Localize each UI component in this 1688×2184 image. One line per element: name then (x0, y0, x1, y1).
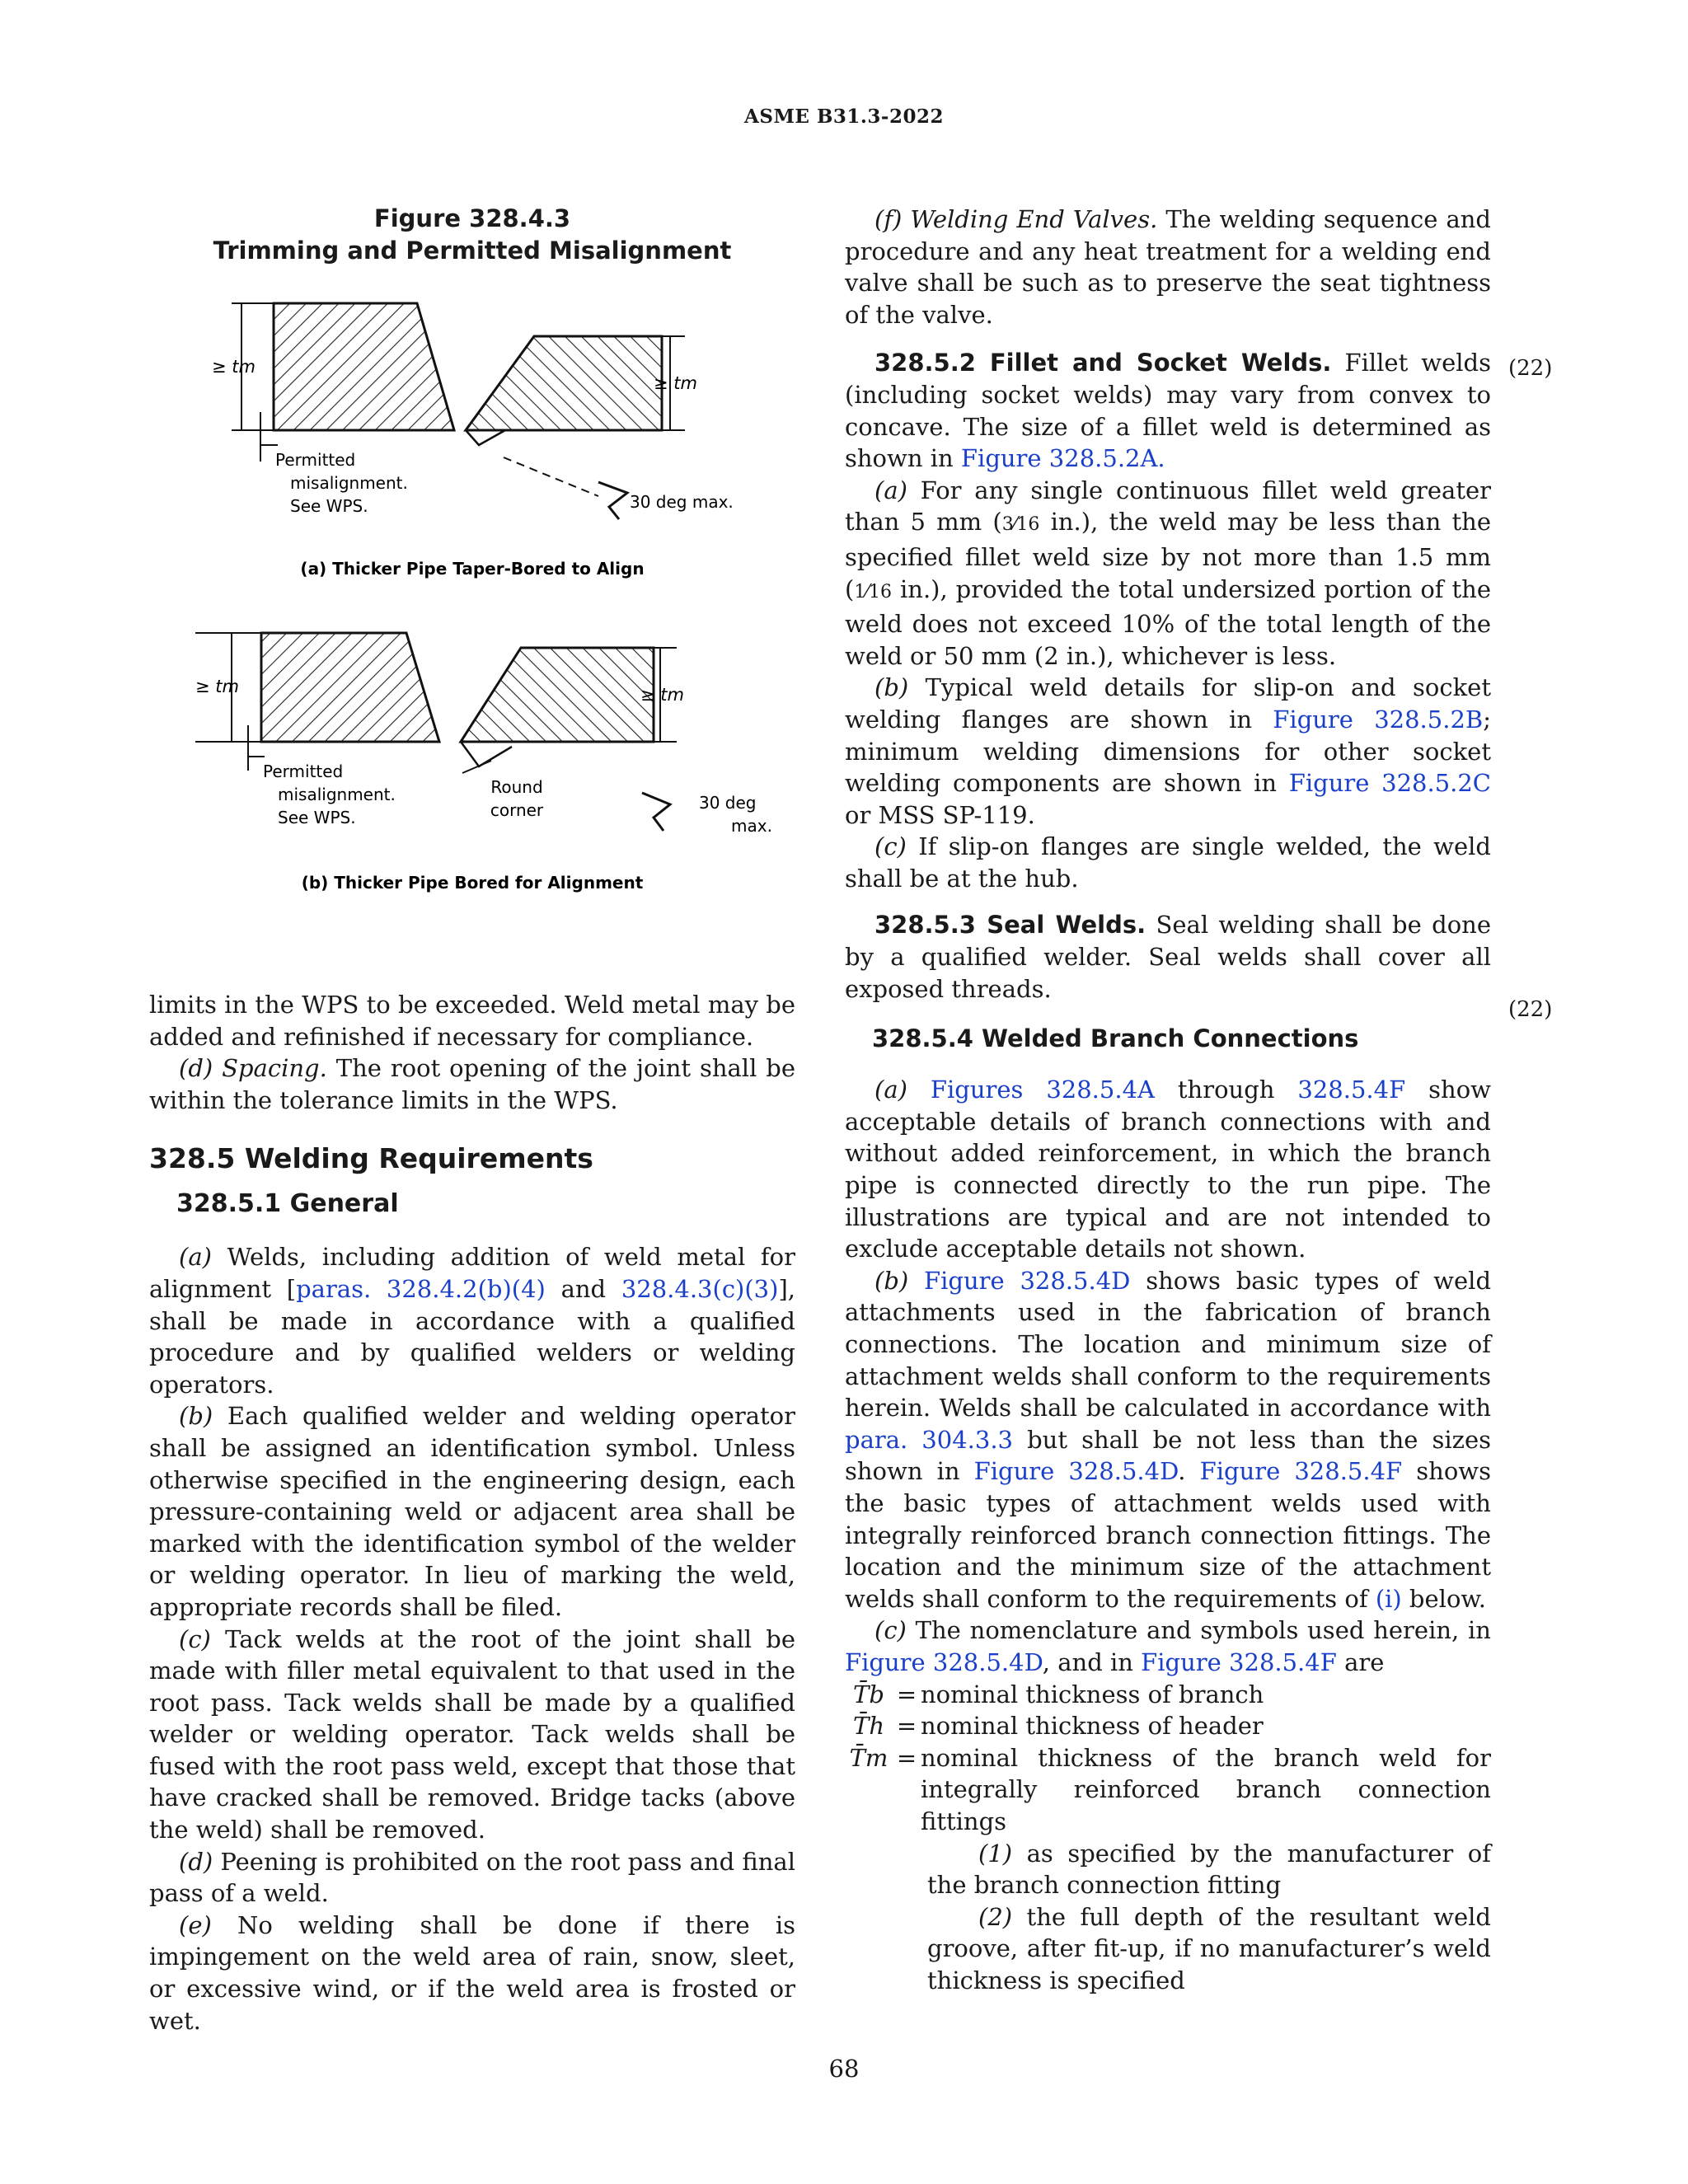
paragraph-text: Each qualified welder and welding operator shall be assigned an identification symbol. Unless otherwise specified in the engineering design, each pressure-containing weld or adjacent area shall be marked with the identification symbol of the welder or welding operator. In lieu of marking the weld, appropriate records shall be filed. (149, 1402, 795, 1621)
item-label: (b) (179, 1402, 213, 1431)
pipe-a-left (274, 303, 454, 430)
link-figure-328-5-4f[interactable]: Figure 328.5.4F (1199, 1457, 1403, 1486)
paragraph-328-5-2 (845, 347, 1491, 474)
paragraph-text: as specified by the manufacturer of the branch connection fitting (927, 1839, 1491, 1900)
running-header: ASME B31.3-2022 (744, 105, 944, 128)
paragraph-s4-b (845, 1265, 1491, 1615)
paragraph-limits: limits in the WPS to be exceeded. Weld metal may be added and refinished if necessary for compliance. (149, 991, 795, 1051)
link-328-5-4f[interactable]: 328.5.4F (1297, 1076, 1406, 1104)
paragraph-text: Typical weld details for slip-on and socket welding flanges are shown in (845, 673, 1491, 733)
revision-note-328-5-2: (22) (1508, 356, 1553, 381)
paragraph-text: ], shall be made in accordance with a qualified procedure and by qualified welders or welding operators. (149, 1274, 795, 1399)
round-corner-line2: corner (490, 800, 544, 820)
paragraph-c-tack-welds (149, 1624, 795, 1846)
subfigure-b (195, 633, 772, 893)
left-column (149, 989, 795, 2036)
section-heading: 328.5.3 Seal Welds. (874, 911, 1146, 940)
paragraph-b-identification (149, 1400, 795, 1623)
symbol: T̄m (849, 1743, 889, 1772)
link-328-4-3[interactable]: 328.4.3(c)(3) (621, 1274, 779, 1303)
symbol-row (845, 1742, 1491, 1838)
round-corner-line1: Round (490, 777, 543, 797)
item-label: (d) Spacing. (179, 1054, 327, 1083)
right-column (845, 204, 1491, 1996)
paragraph-328-5-3 (845, 909, 1491, 1005)
item-label: (2) (978, 1902, 1013, 1931)
paragraph-s4-a (845, 1074, 1491, 1265)
paragraph-text: If slip-on flanges are single welded, the weld shall be at the hub. (845, 832, 1491, 893)
note-b-line3: See WPS. (278, 808, 356, 827)
paragraph-text: . (1178, 1457, 1200, 1486)
item-label: (c) (874, 1616, 907, 1645)
sub-item-1 (845, 1838, 1491, 1901)
definition: nominal thickness of branch (921, 1680, 1264, 1708)
angle-b-line2: max. (731, 816, 772, 836)
sub-item-2 (845, 1901, 1491, 1997)
heading-328-5-1: 328.5.1 General (176, 1189, 399, 1219)
figure-328-4-3 (149, 280, 795, 907)
item-label: (c) (874, 832, 907, 861)
angle-a-label: 30 deg max. (630, 492, 734, 512)
link-para-328-4-2[interactable]: paras. 328.4.2(b)(4) (296, 1274, 546, 1303)
pipe-b-right (461, 648, 654, 742)
paragraph-text: For any single continuous fillet weld greater than 5 mm ( (845, 476, 1491, 537)
paragraph-text: ; minimum welding dimensions for other socket welding components are shown in (845, 705, 1491, 798)
note-b-line1: Permitted (263, 762, 344, 781)
paragraph-text: shows the basic types of attachment welds used with integrally reinforced branch connection fittings. The location and the minimum size of the attachment welds shall conform to the requirements of (845, 1457, 1491, 1613)
caption-a: (a) Thicker Pipe Taper-Bored to Align (300, 559, 645, 579)
note-a-line2: misalignment. (290, 473, 408, 493)
page-number: 68 (828, 2055, 860, 2083)
paragraph-text: Tack welds at the root of the joint shall be made with filler metal equivalent to that used in the root pass. Tack welds shall be made by a qualified welder or welding operator. Tack welds shall be fused with the root pass weld, except that those that have cracked shall be removed. Bridge tacks (above the weld) shall be removed. (149, 1624, 795, 1844)
paragraph-text: Fillet welds (including socket welds) may vary from convex to concave. The size of a fillet weld is determined as shown in (845, 349, 1491, 473)
paragraph-text: through (1154, 1076, 1298, 1104)
item-label: (f) Welding End Valves. (874, 205, 1158, 233)
paragraph-text: below. (1401, 1584, 1486, 1613)
paragraph-text: No welding shall be done if there is impingement on the weld area of rain, snow, sleet, or excessive wind, or if the weld area is frosted or wet. (149, 1910, 795, 2035)
note-a-line1: Permitted (275, 450, 356, 470)
paragraph-text: the full depth of the resultant weld groove, after fit-up, if no manufacturer’s weld thickness is specified (927, 1902, 1491, 1994)
link-figure-328-5-4f-2[interactable]: Figure 328.5.4F (1141, 1647, 1337, 1676)
symbol: T̄h (852, 1712, 885, 1741)
tm-label-a-left: ≥ tm (212, 357, 256, 377)
paragraph-text: Peening is prohibited on the root pass and final pass of a weld. (149, 1847, 795, 1908)
paragraph-text: and (545, 1274, 621, 1303)
paragraph-e-impingement (149, 1910, 795, 2036)
section-heading: 328.5.2 Fillet and Socket Welds. (874, 349, 1332, 377)
symbol-row (845, 1679, 1491, 1711)
item-label: (1) (978, 1839, 1013, 1868)
paragraph-text: shows basic types of weld attachments used in the fabrication of branch connections. The location and minimum size of attachment welds shall conform to the requirements herein. Welds shall be calculated in accordance with (845, 1266, 1492, 1422)
equals: = (896, 1712, 917, 1741)
link-figure-328-5-2c[interactable]: Figure 328.5.2C (1288, 769, 1491, 798)
tm-label-b-right: ≥ tm (640, 685, 684, 705)
equals: = (896, 1743, 917, 1772)
symbol-list (845, 1679, 1491, 1997)
figure-caption-title: Trimming and Permitted Misalignment (213, 237, 732, 265)
paragraph-s4-c (845, 1615, 1491, 1678)
tm-label-a-right: ≥ tm (654, 373, 697, 393)
item-label: (a) (179, 1243, 212, 1272)
item-label: (d) (179, 1847, 213, 1876)
note-b-line2: misalignment. (278, 785, 396, 804)
paragraph-text: Seal welding shall be done by a qualified welder. Seal welds shall cover all exposed threads. (845, 911, 1491, 1003)
link-figure-328-5-4d[interactable]: Figure 328.5.4D (924, 1266, 1131, 1295)
note-a-line3: See WPS. (290, 496, 368, 516)
equals: = (896, 1680, 917, 1708)
paragraph-a-fillet (845, 475, 1491, 673)
paragraph-text: in.), the weld may be less than the specified fillet weld size by not more than 1.5 mm ( (845, 508, 1491, 603)
paragraph-text: Welds, including addition of weld metal for alignment [ (149, 1243, 795, 1303)
heading-328-5: 328.5 Welding Requirements (149, 1142, 593, 1175)
paragraph-text: or MSS SP-119. (845, 800, 1035, 829)
link-figures-328-5-4a[interactable]: Figures 328.5.4A (930, 1076, 1155, 1104)
paragraph-text: show acceptable details of branch connections with and without added reinforcement, in which the branch pipe is connected directly to the run pipe. The illustrations are typical and are not intended to exclude acceptable details not shown. (845, 1076, 1491, 1263)
revision-note-328-5-4: (22) (1508, 997, 1553, 1022)
angle-b-line1: 30 deg (699, 793, 757, 813)
item-label: (c) (179, 1624, 211, 1653)
link-para-304-3-3[interactable]: para. 304.3.3 (845, 1425, 1014, 1454)
item-label: (a) (874, 1076, 907, 1104)
item-label: (b) (874, 673, 909, 702)
paragraph-text: The root opening of the joint shall be within the tolerance limits in the WPS. (149, 1054, 795, 1114)
paragraph-text: The welding sequence and procedure and any heat treatment for a welding end valve shall be such as to preserve the seat tightness of the valve. (845, 205, 1491, 329)
fraction: 3⁄16 (1001, 514, 1040, 536)
item-label: (e) (179, 1910, 212, 1939)
paragraph-text: but shall be not less than the sizes shown in (845, 1425, 1492, 1486)
fraction: 1⁄16 (854, 581, 892, 602)
heading-328-5-4: 328.5.4 Welded Branch Connections (872, 1024, 1359, 1053)
paragraph-text: The nomenclature and symbols used herein, in (906, 1616, 1491, 1645)
definition: nominal thickness of header (921, 1712, 1264, 1741)
link-figure-328-5-2b[interactable]: Figure 328.5.2B (1273, 705, 1484, 733)
paragraph-text: are (1336, 1647, 1385, 1676)
paragraph-d-spacing (149, 1052, 795, 1116)
definition: nominal thickness of the branch weld for integrally reinforced branch connection fittings (921, 1743, 1491, 1835)
paragraph-f-valves (845, 204, 1491, 330)
item-label: (b) (874, 1266, 909, 1295)
item-label: (a) (874, 476, 907, 504)
paragraph-d-peening (149, 1846, 795, 1910)
paragraph-a-welds (149, 1241, 795, 1400)
paragraph-text: , and in (1042, 1647, 1142, 1676)
paragraph-b-slip-on (845, 672, 1491, 831)
pipe-b-left (261, 633, 439, 742)
link-item-i[interactable]: (i) (1375, 1584, 1402, 1613)
pipe-a-right (466, 336, 662, 430)
subfigure-a (212, 303, 734, 579)
tm-label-b-left: ≥ tm (195, 677, 239, 696)
caption-b: (b) Thicker Pipe Bored for Alignment (301, 873, 644, 893)
figure-number: Figure 328.4.3 (373, 204, 571, 232)
symbol-row (845, 1710, 1491, 1742)
link-figure-328-5-4d-2[interactable]: Figure 328.5.4D (973, 1457, 1179, 1486)
figure-title (149, 203, 795, 267)
link-figure-328-5-4d-3[interactable]: Figure 328.5.4D (845, 1647, 1043, 1676)
symbol: T̄b (853, 1680, 884, 1708)
paragraph-c-slip-on-hub (845, 831, 1491, 894)
link-figure-328-5-2a[interactable]: Figure 328.5.2A. (960, 444, 1165, 473)
paragraph-text: in.), provided the total undersized portion of the weld does not exceed 10% of the total length of the weld or 50 mm (2 in.), whichever is less. (845, 574, 1491, 670)
